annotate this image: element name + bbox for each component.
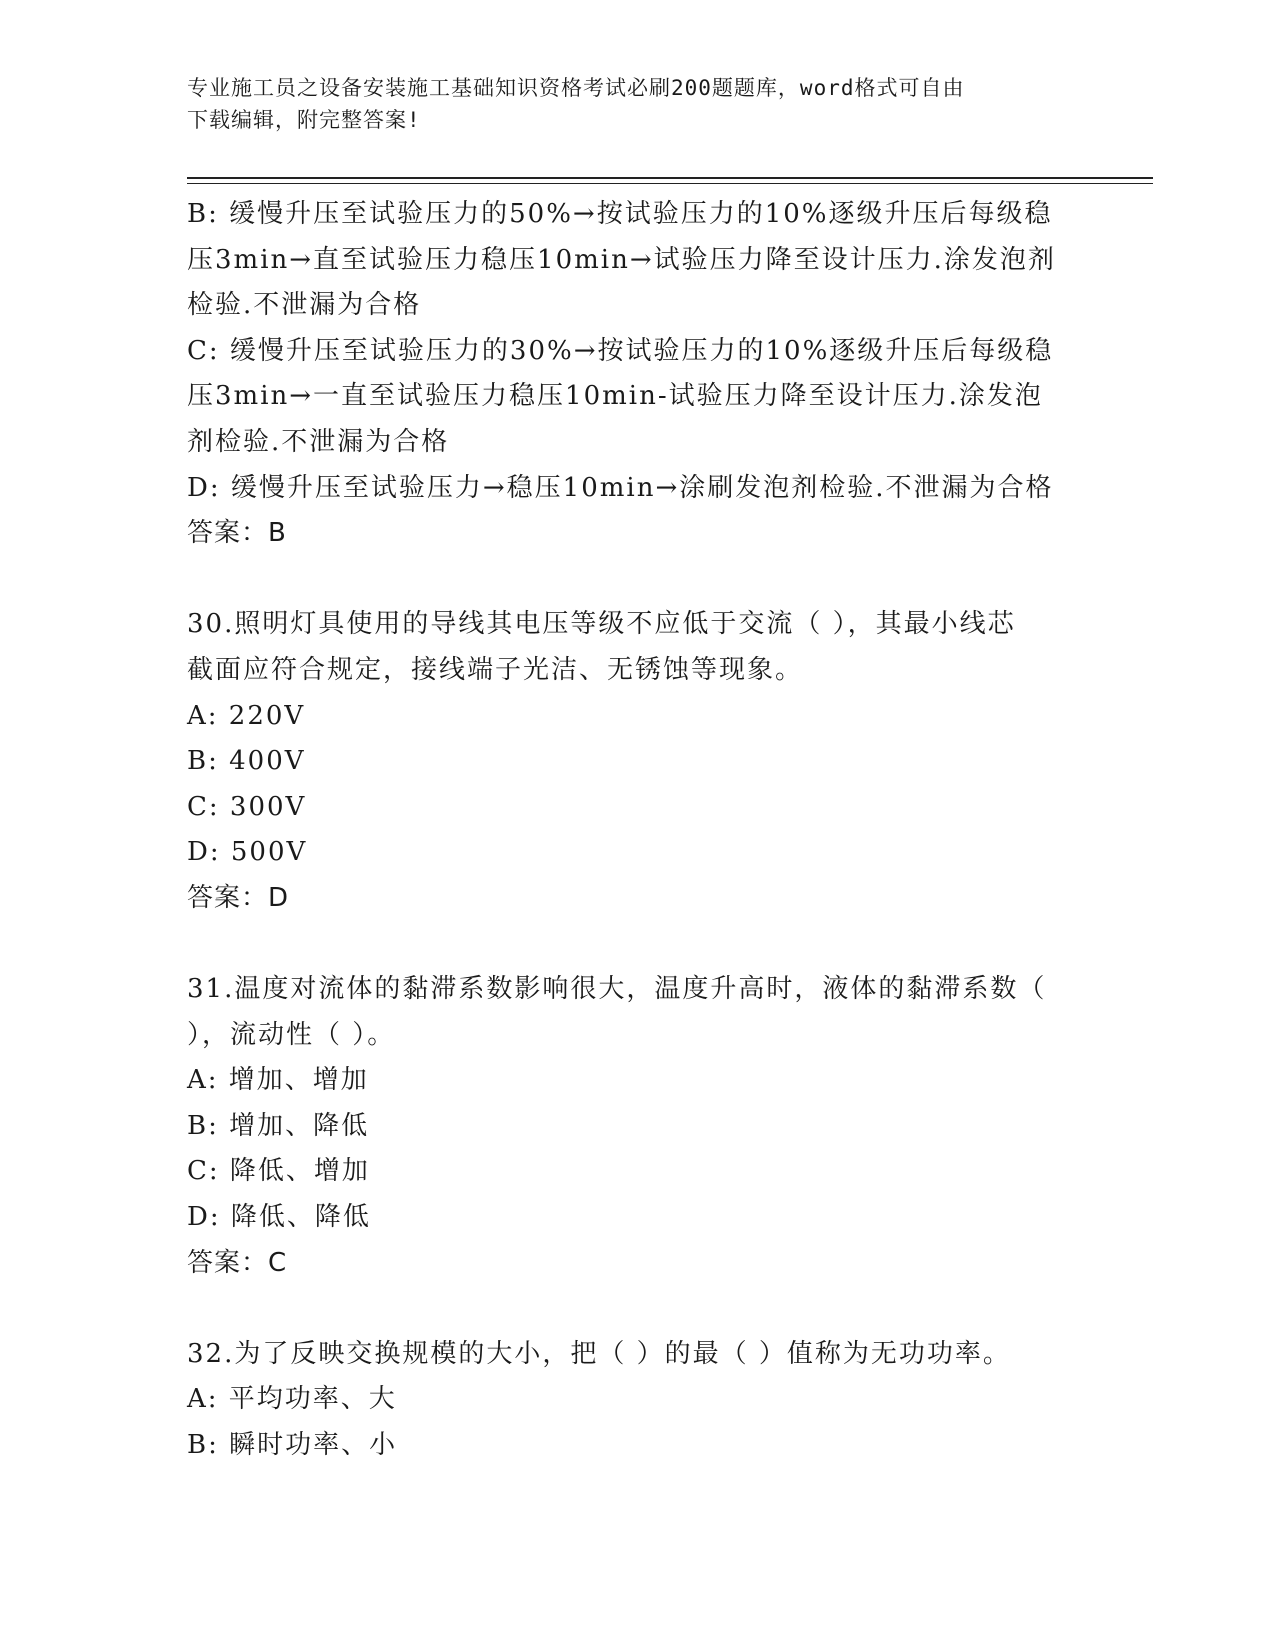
question-stem-line-1: 31.温度对流体的黏滞系数影响很大，温度升高时，液体的黏滞系数（ [187, 974, 1047, 1005]
option-c-line-2: 压3min→一直至试验压力稳压10min-试验压力降至设计压力.涂发泡 [187, 381, 1043, 412]
option-d: D: 缓慢升压至试验压力→稳压10min→涂刷发泡剂检验.不泄漏为合格 [187, 472, 1054, 503]
question-stem-line-2: 截面应符合规定，接线端子光洁、无锈蚀等现象。 [187, 654, 804, 685]
option-b-line-2: 压3min→直至试验压力稳压10min→试验压力降至设计压力.涂发泡剂 [187, 244, 1056, 275]
header-line-1: 专业施工员之设备安装施工基础知识资格考试必刷200题题库，word格式可自由 [187, 76, 965, 100]
option-b-line-3: 检验.不泄漏为合格 [187, 290, 422, 321]
question-content [187, 192, 1087, 1469]
spacer [187, 1286, 1087, 1332]
spacer [187, 922, 1087, 968]
option-a: A: 增加、增加 [187, 1065, 369, 1096]
option-c: C: 降低、增加 [187, 1156, 370, 1187]
option-c: C: 300V [187, 791, 307, 822]
header-line-2: 下载编辑，附完整答案! [187, 108, 421, 132]
option-a: A: 平均功率、大 [187, 1384, 397, 1415]
option-d: D: 降低、降低 [187, 1202, 371, 1233]
spacer [187, 557, 1087, 603]
question-30 [187, 602, 1087, 921]
question-32 [187, 1332, 1087, 1469]
option-a: A: 220V [187, 700, 306, 731]
answer: 答案：B [187, 518, 287, 549]
question-stem-line-2: ），流动性（ ）。 [187, 1019, 396, 1050]
option-b: B: 增加、降低 [187, 1110, 370, 1141]
option-c-line-1: C: 缓慢升压至试验压力的30%→按试验压力的10%逐级升压后每级稳 [187, 335, 1054, 366]
header-divider-thin [187, 183, 1153, 184]
question-31 [187, 967, 1087, 1286]
answer: 答案：C [187, 1247, 288, 1278]
header-divider-thick [187, 177, 1153, 179]
question-29 [187, 192, 1087, 557]
option-b: B: 400V [187, 746, 306, 777]
option-b-line-1: B: 缓慢升压至试验压力的50%→按试验压力的10%逐级升压后每级稳 [187, 199, 1053, 229]
option-b: B: 瞬时功率、小 [187, 1430, 398, 1461]
question-stem: 32.为了反映交换规模的大小，把（ ）的最（ ）值称为无功功率。 [187, 1338, 1011, 1369]
question-stem-line-1: 30.照明灯具使用的导线其电压等级不应低于交流（ ），其最小线芯 [187, 609, 1016, 640]
option-d: D: 500V [187, 837, 308, 868]
document-header [187, 72, 1087, 136]
answer: 答案：D [187, 882, 290, 913]
option-c-line-3: 剂检验.不泄漏为合格 [187, 426, 450, 457]
